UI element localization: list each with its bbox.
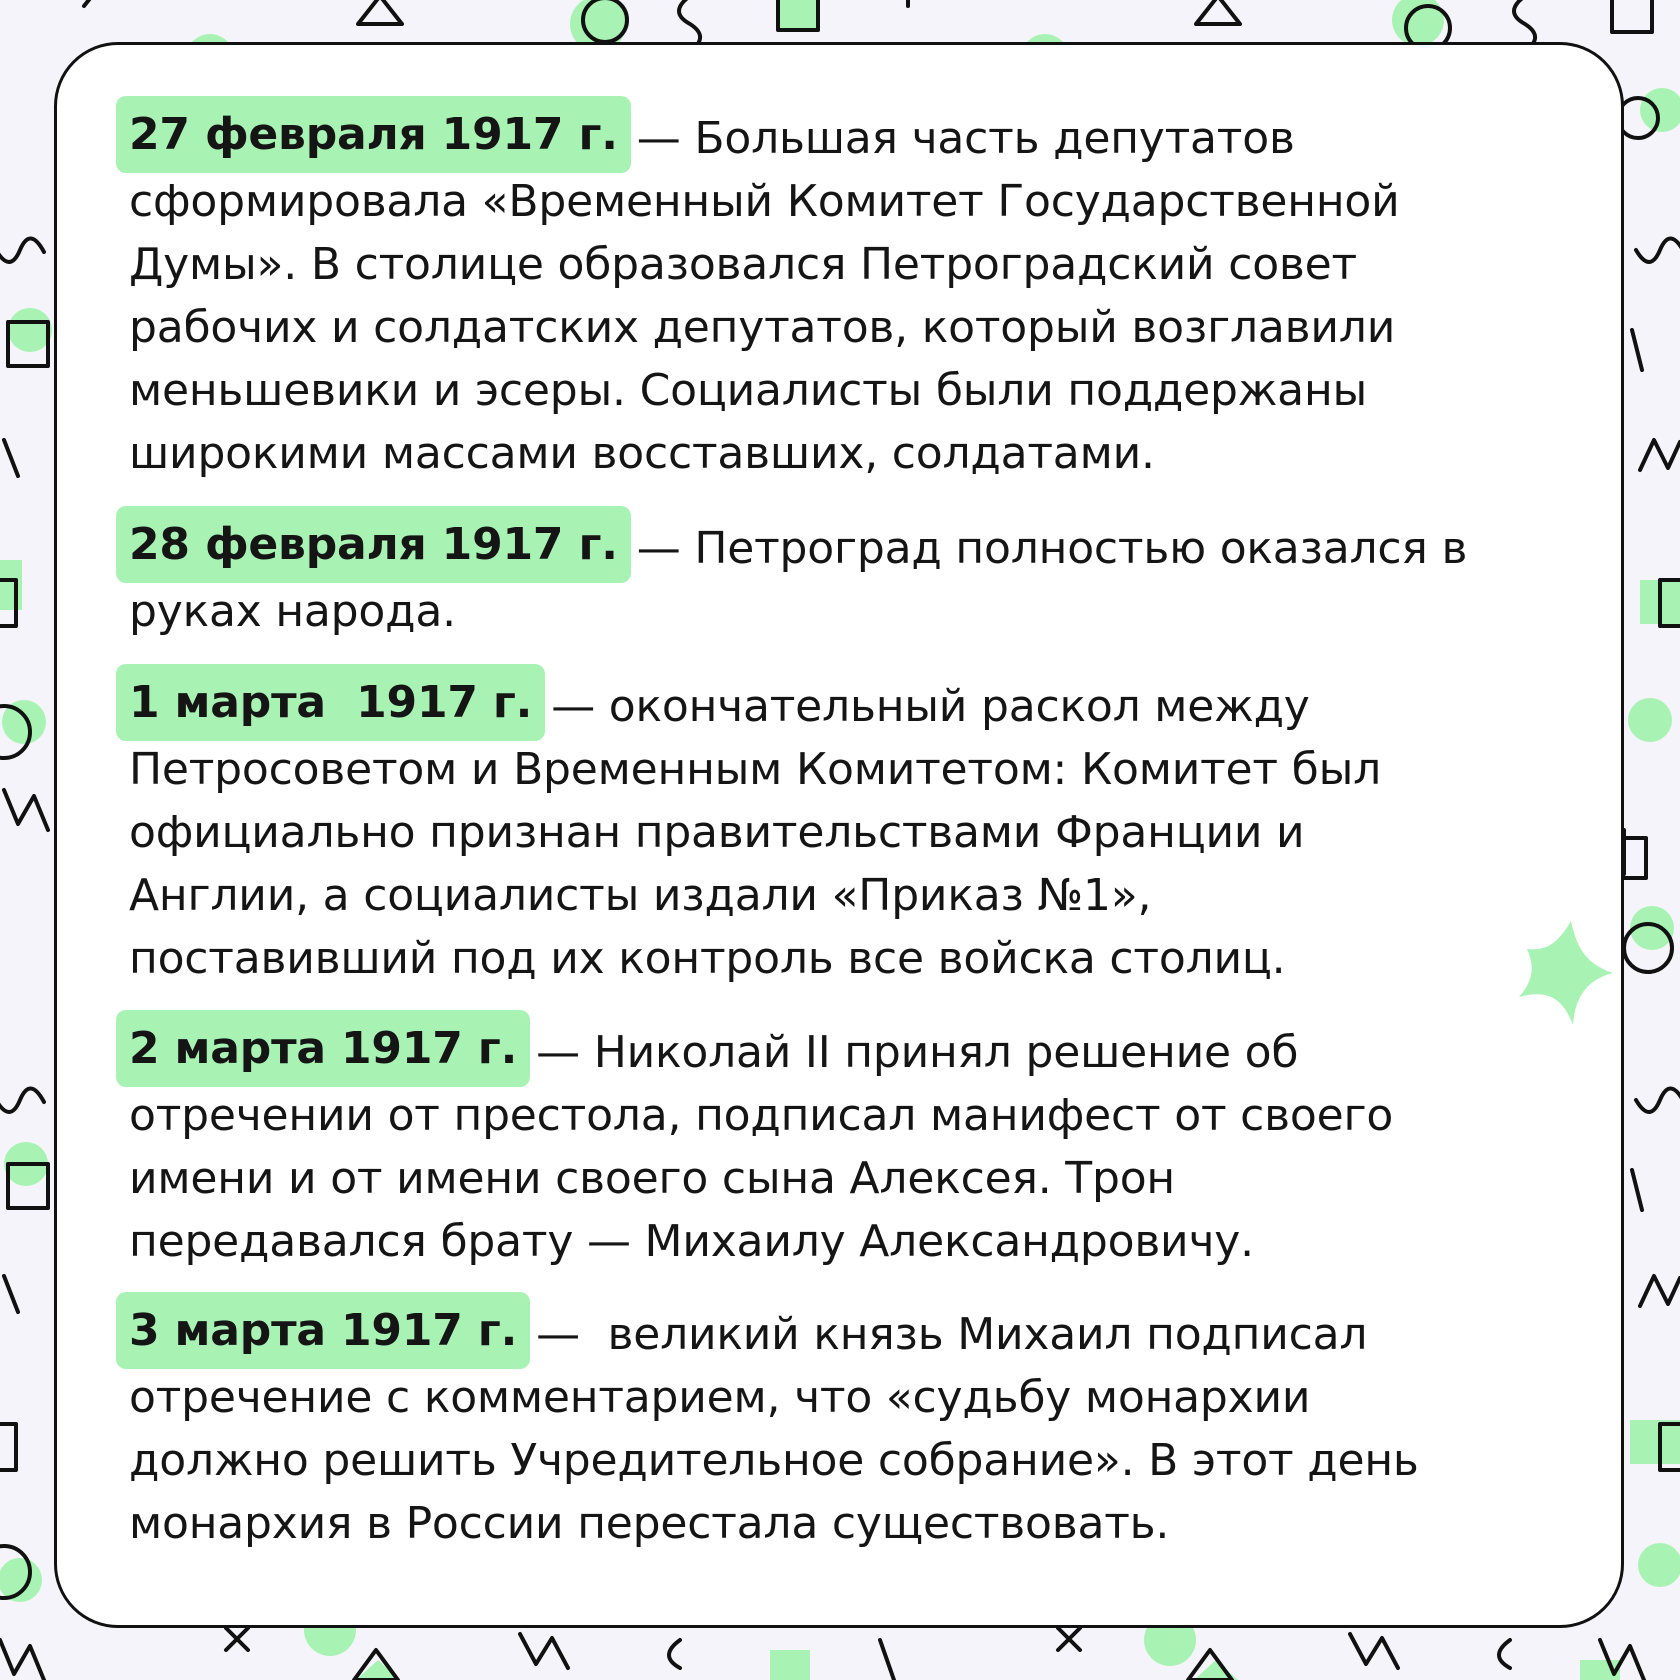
entry-line: передавался брату — Михаилу Александровичу. [129,1216,1254,1267]
entry-first-line: 2 марта 1917 г. — Николай II принял решение об [129,1021,1629,1084]
entry-line: Англии, а социалисты издали «Приказ №1», [129,870,1152,921]
entry-line: руках народа. [129,586,456,637]
entry-line: широкими массами восставших, солдатами. [129,428,1155,479]
entry-line: рабочих и солдатских депутатов, который возглавили [129,302,1396,353]
entry-line: имени и от имени своего сына Алексея. Трон [129,1153,1175,1204]
timeline-entry-feb-27 [129,107,1629,485]
timeline-entry-mar-3 [129,1303,1629,1555]
entry-first-line: 1 марта 1917 г. — окончательный раскол между [129,675,1629,738]
date-badge: 3 марта 1917 г. [116,1292,530,1369]
entry-line: поставивший под их контроль все войска столиц. [129,933,1286,984]
date-badge: 27 февраля 1917 г. [116,96,631,173]
entry-line: меньшевики и эсеры. Социалисты были поддержаны [129,365,1368,416]
entry-first-line: 27 февраля 1917 г. — Большая часть депутатов [129,107,1629,170]
date-badge: 28 февраля 1917 г. [116,506,631,583]
timeline-entry-mar-1 [129,675,1629,990]
entry-line: сформировала «Временный Комитет Государственной [129,176,1400,227]
entry-line: должно решить Учредительное собрание». В этот день [129,1435,1419,1486]
timeline-entry-feb-28 [129,517,1629,643]
date-badge: 1 марта 1917 г. [116,664,545,741]
entry-line: отречении от престола, подписал манифест от своего [129,1090,1394,1141]
entry-first-line: 3 марта 1917 г. — великий князь Михаил подписал [129,1303,1629,1366]
timeline-entry-mar-2 [129,1021,1629,1273]
entry-line: монархия в России перестала существовать. [129,1498,1170,1549]
entry-line: отречение с комментарием, что «судьбу монархии [129,1372,1311,1423]
date-badge: 2 марта 1917 г. [116,1010,530,1087]
content-card [54,42,1624,1628]
entry-line: Думы». В столице образовался Петроградский совет [129,239,1357,290]
entry-line: официально признан правительствами Франции и [129,807,1305,858]
entry-first-line: 28 февраля 1917 г. — Петроград полностью оказался в [129,517,1629,580]
entry-line: Петросоветом и Временным Комитетом: Комитет был [129,744,1382,795]
